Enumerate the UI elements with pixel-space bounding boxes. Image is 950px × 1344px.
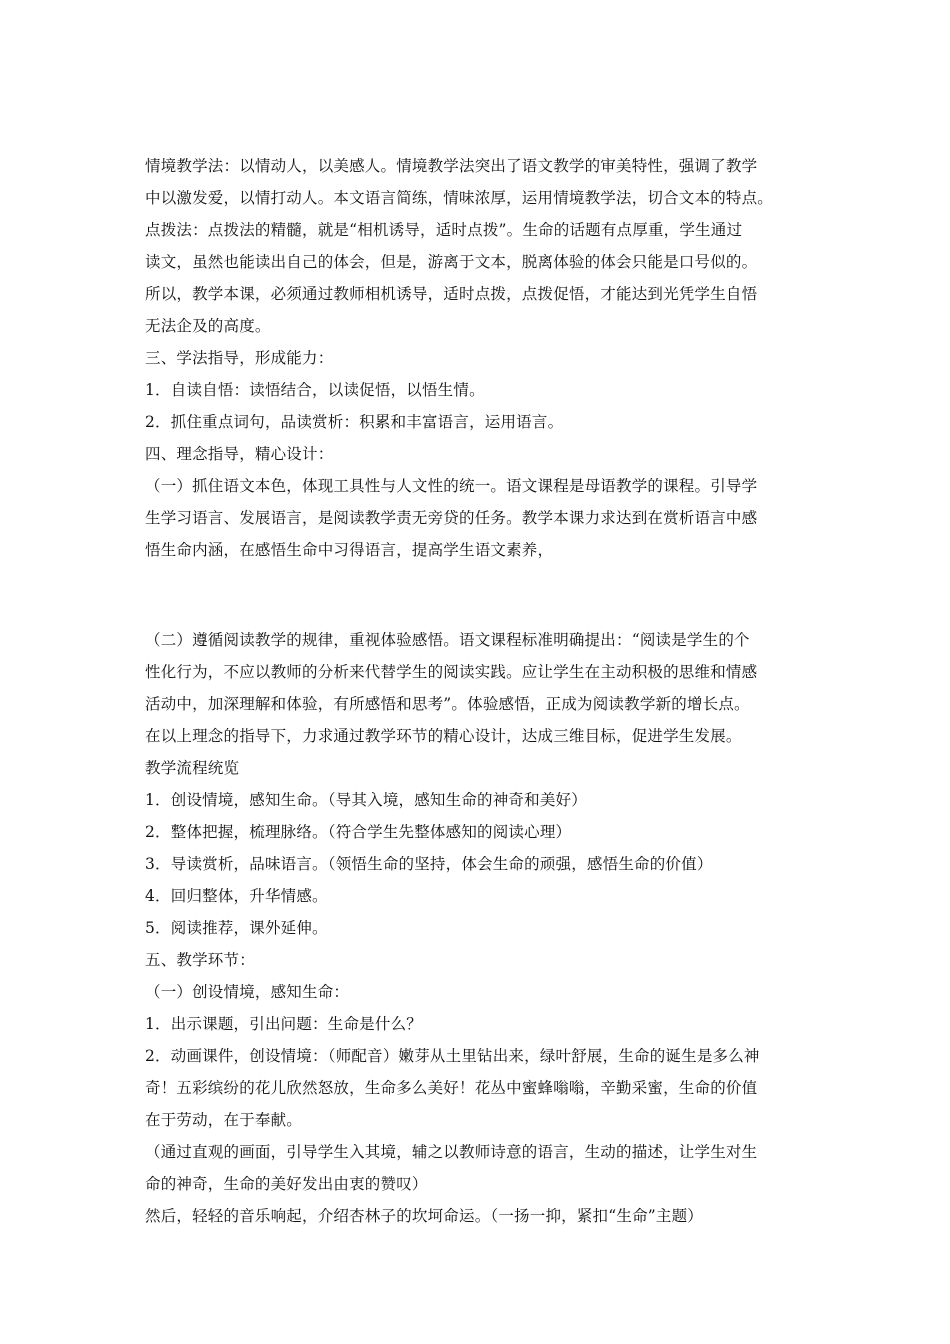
text-line: 生学习语言、发展语言，是阅读教学责无旁贷的任务。教学本课力求达到在赏析语言中感 [145, 509, 758, 527]
text-line: （通过直观的画面，引导学生入其境，辅之以教师诗意的语言，生动的描述，让学生对生 [145, 1143, 758, 1161]
paragraph-gap [145, 566, 810, 624]
text-line: （一）抓住语文本色，体现工具性与人文性的统一。语文课程是母语教学的课程。引导学 [145, 477, 758, 495]
text-line: （二）遵循阅读教学的规律，重视体验感悟。语文课程标准明确提出：“阅读是学生的个 [145, 631, 750, 649]
section-heading: 教学流程统览 [145, 759, 240, 777]
list-item: 1．自读自悟：读悟结合，以读促悟，以悟生情。 [145, 381, 485, 399]
list-item: 5．阅读推荐，课外延伸。 [145, 919, 328, 937]
text-line: 情境教学法：以情动人，以美感人。情境教学法突出了语文教学的审美特性，强调了教学 [145, 157, 758, 175]
text-line: 无法企及的高度。 [145, 317, 271, 335]
text-line: 点拨法：点拨法的精髓，就是“相机诱导，适时点拨”。生命的话题有点厚重，学生通过 [145, 221, 743, 239]
section-heading: 三、学法指导，形成能力： [145, 349, 334, 367]
text-line: 在以上理念的指导下，力求通过教学环节的精心设计，达成三维目标，促进学生发展。 [145, 727, 742, 745]
text-block-2 [145, 624, 810, 1232]
list-item: 3．导读赏析，品味语言。（领悟生命的坚持，体会生命的顽强，感悟生命的价值） [145, 855, 713, 873]
list-item: 4．回归整体，升华情感。 [145, 887, 328, 905]
section-heading: 四、理念指导，精心设计： [145, 445, 334, 463]
text-line: 所以，教学本课，必须通过教师相机诱导，适时点拨，点拨促悟，才能达到光凭学生自悟 [145, 285, 758, 303]
list-item: 2．抓住重点词句，品读赏析：积累和丰富语言，运用语言。 [145, 413, 564, 431]
text-line: 中以激发爱，以情打动人。本文语言简练，情味浓厚，运用情境教学法，切合文本的特点。 [145, 189, 774, 207]
subsection-heading: （一）创设情境，感知生命： [145, 983, 350, 1001]
text-line: 悟生命内涵，在感悟生命中习得语言，提高学生语文素养， [145, 541, 554, 559]
section-heading: 五、教学环节： [145, 951, 255, 969]
list-item: 1．出示课题，引出问题：生命是什么？ [145, 1015, 422, 1033]
text-line: 然后，轻轻的音乐响起，介绍杏林子的坎坷命运。（一扬一抑，紧扣“生命”主题） [145, 1207, 704, 1225]
text-block-1 [145, 150, 810, 566]
text-line: 读文，虽然也能读出自己的体会，但是，游离于文本，脱离体验的体会只能是口号似的。 [145, 253, 758, 271]
list-item: 2．整体把握，梳理脉络。（符合学生先整体感知的阅读心理） [145, 823, 572, 841]
text-line: 活动中，加深理解和体验，有所感悟和思考”。体验感悟，正成为阅读教学新的增长点。 [145, 695, 750, 713]
text-line: 性化行为，不应以教师的分析来代替学生的阅读实践。应让学生在主动积极的思维和情感 [145, 663, 758, 681]
list-item: 2．动画课件，创设情境：（师配音）嫩芽从土里钻出来，绿叶舒展，生命的诞生是多么神 [145, 1047, 760, 1065]
list-item: 1．创设情境，感知生命。（导其入境，感知生命的神奇和美好） [145, 791, 587, 809]
text-line: 命的神奇，生命的美好发出由衷的赞叹） [145, 1175, 428, 1193]
text-line: 在于劳动，在于奉献。 [145, 1111, 303, 1129]
text-line: 奇！五彩缤纷的花儿欣然怒放，生命多么美好！花丛中蜜蜂嗡嗡，辛勤采蜜，生命的价值 [145, 1079, 758, 1097]
